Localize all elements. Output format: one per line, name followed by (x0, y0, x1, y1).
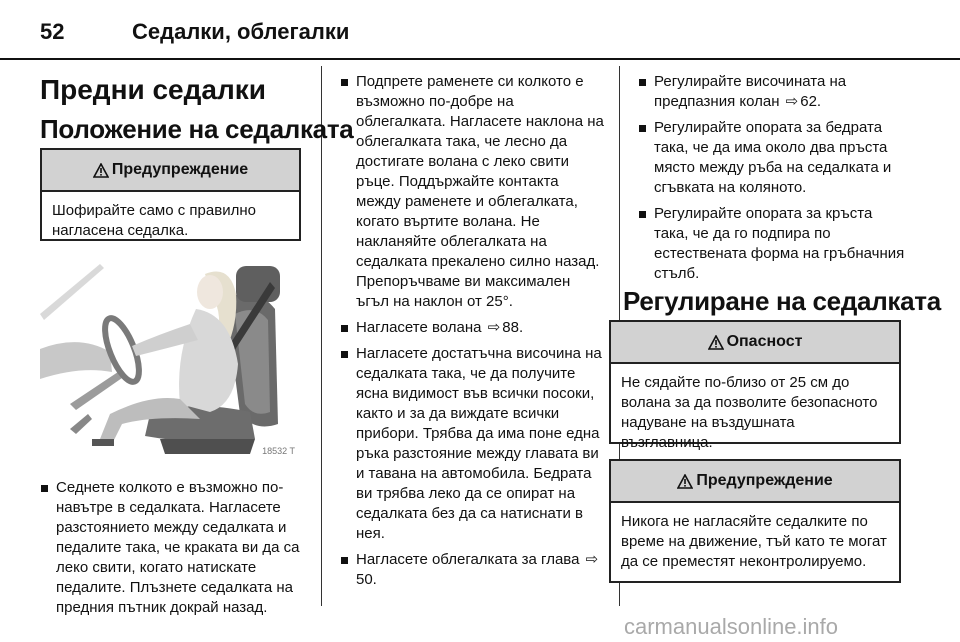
list-item (340, 344, 605, 544)
danger-text: Не сядайте по-близо от 25 см до волана за да позволите безопасното надуване на въздушната възглавница. (621, 374, 878, 451)
warning-text: Шофирайте само с правилно нагласена седалка. (52, 202, 256, 239)
list-item-text: Нагласете достатъчна височина на седалката така, че да получите ясна видимост във всички посоки, както и за да виждате всички прибори. Трябва да има поне една ръка разстояние между главата ви и тавана на автомобила. Бедрата ви трябва леко да се опират на седалката без да са натиснати в нея. (356, 345, 602, 542)
driver-seat-illustration (40, 254, 301, 460)
right-bullet-list (638, 72, 908, 290)
list-item (638, 72, 908, 112)
page-number: 52 (40, 19, 65, 44)
bullet-square-icon (341, 325, 348, 332)
list-item (40, 478, 304, 618)
header-rule (0, 58, 960, 60)
bullet-square-icon (41, 485, 48, 492)
page-reference[interactable]: 88. (502, 319, 524, 336)
warning-header (42, 150, 299, 192)
danger-header (611, 322, 899, 364)
bullet-square-icon (341, 557, 348, 564)
page-reference[interactable]: 50. (356, 571, 377, 588)
page-reference-arrow-icon[interactable]: ⇨ (487, 319, 501, 336)
warning-box-adjust (609, 459, 901, 583)
list-item (340, 72, 605, 312)
danger-box (609, 320, 901, 451)
figure-code: 18532 T (262, 446, 295, 456)
list-item (638, 204, 908, 284)
subsection-title: Положение на седалката (40, 114, 354, 144)
warning-triangle-icon (677, 474, 693, 489)
warning-triangle-icon (93, 163, 109, 178)
section-heading-seat-adjustment: Регулиране на седалката (623, 286, 941, 316)
middle-bullet-list (340, 72, 605, 596)
list-item-text: Регулирайте височината на предпазния колан (654, 73, 847, 110)
bullet-square-icon (341, 351, 348, 358)
list-item (340, 318, 605, 338)
page-reference-arrow-icon[interactable]: ⇨ (585, 551, 599, 568)
left-bullet-list (40, 478, 304, 624)
warning-text: Никога не нагласяйте седалките по време на движение, тъй като те могат да се преместят неконтролируемо. (621, 513, 887, 570)
list-item (340, 550, 605, 590)
list-item-text: Седнете колкото е възможно по-навътре в седалката. Нагласете разстоянието между седалката и педалите така, че краката ви да са леко свити, когато натискате педалите. Плъзнете седалката на предния пътник докрай назад. (56, 479, 300, 616)
list-item-text: Нагласете облегалката за глава (356, 551, 580, 568)
section-title: Предни седалки (40, 74, 266, 105)
list-item-text: Нагласете волана (356, 319, 482, 336)
column-divider-left (321, 66, 322, 606)
list-item (638, 118, 908, 198)
warning-label: Предупреждение (696, 472, 833, 489)
seat-position-figure (40, 254, 301, 460)
page-header (0, 0, 960, 52)
page-reference-arrow-icon[interactable]: ⇨ (785, 93, 799, 110)
danger-label: Опасност (726, 333, 803, 350)
bullet-square-icon (639, 79, 646, 86)
warning-box-seat (40, 148, 301, 241)
list-item-text: Регулирайте опората за бедрата така, че да има около два пръста място между ръба на седалката и сгъвката на коляното. (654, 119, 892, 196)
running-title: Седалки, облегалки (132, 19, 350, 44)
warning-triangle-icon (708, 335, 724, 350)
bullet-square-icon (341, 79, 348, 86)
bullet-square-icon (639, 211, 646, 218)
warning-header (611, 461, 899, 503)
list-item-text: Подпрете раменете си колкото е възможно по-добре на облегалката. Нагласете наклона на облегалката така, че лесно да достигате волана с леко свити ръце. Поддържайте контакта между раменете и облегалката, когато въртите волана. Не накланяйте облегалката на седалката прекалено силно назад. Препоръчваме ви максимален ъгъл на наклон от 25°. (356, 73, 604, 310)
watermark: carmanualsonline.info (624, 614, 839, 639)
list-item-text: Регулирайте опората за кръста така, че да го подпира по естествената форма на гръбначния стълб. (654, 205, 905, 282)
warning-label: Предупреждение (111, 161, 249, 178)
page-reference[interactable]: 62. (800, 93, 822, 110)
bullet-square-icon (639, 125, 646, 132)
